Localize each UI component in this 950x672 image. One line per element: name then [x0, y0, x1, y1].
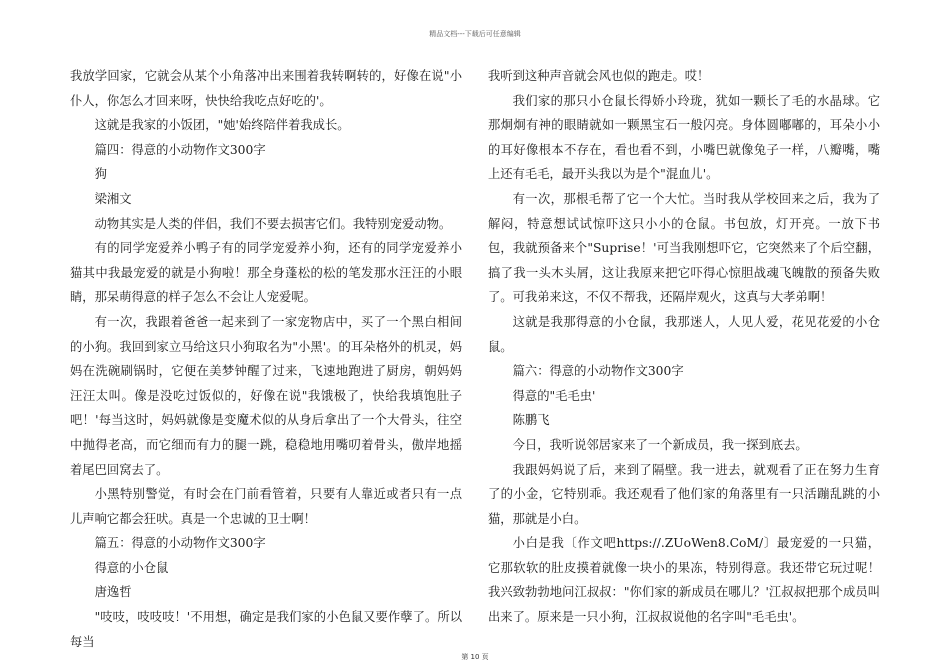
paragraph: 梁湘文	[94, 191, 132, 206]
paragraph: 有一次，那根毛帮了它一个大忙。当时我从学校回来之后，我为了解闷，特意想试试惊吓这只小小的仓鼠。书包放，灯开亮。一放下书包，我就预备来个"Suprise！'可当我刚想吓它，它突然来了个后空翻，搞了我一头木头屑，这让我原来把它吓得心惊胆战魂飞魄散的预备失败了。可我弟来这，不仅不帮我，还隔岸观火，这真与大孝弟啊！	[488, 191, 880, 305]
paragraph: 我跟妈妈说了后，来到了隔壁。我一进去，就观看了正在努力生育了的小金，它特别乖。我还观看了他们家的角落里有一只活蹦乱跳的小猫，那就是小白。	[488, 462, 880, 526]
paragraph: 我放学回家，它就会从某个小角落冲出来围着我转啊转的，好像在说"小仆人，你怎么才回来呀，快快给我吃点好吃的'。	[70, 69, 462, 108]
paragraph: 小黑特别警觉，有时会在门前看管着，只要有人靠近或者只有一点儿声响它都会狂吠。真是一个忠诚的卫士啊！	[70, 487, 462, 526]
paragraph: 这就是我那得意的小仓鼠，我那迷人，人见人爱，花见花爱的小仓鼠。	[488, 314, 880, 354]
paragraph: 今日，我听说邻居家来了一个新成员，我一探到底去。	[512, 437, 808, 452]
paragraph: 有的同学宠爱养小鸭子有的同学宠爱养小狗，还有的同学宠爱养小猫其中我最宠爱的就是小狗啦！那全身蓬松的松的笔发那水汪汪的小眼睛，那呆萌得意的样子怎么不会让人宠爱呢。	[70, 241, 462, 305]
paragraph: 我们家的那只小仓鼠长得娇小玲珑，犹如一颗长了毛的水晶球。它那炯炯有神的眼睛就如一颗黑宝石一般闪亮。身体圆嘟嘟的，耳朵小小的耳好像根本不存在，看也看不到，小嘴巴就像兔子一样，八瓣嘴，嘴上还有毛毛，最开头我以为是个"混血儿'。	[488, 93, 880, 182]
right-column	[488, 64, 880, 630]
paragraph: 得意的小仓鼠	[94, 560, 169, 575]
paragraph: 篇四：得意的小动物作文300字	[94, 142, 266, 157]
page-header: 精品文档---下载后可任意编辑	[429, 30, 521, 38]
paragraph: "吱吱，吱吱吱！'不用想，确定是我们家的小色鼠又要作孽了。所以每当	[70, 610, 462, 649]
paragraph: 唐逸哲	[94, 585, 132, 600]
paragraph: 小白是我〔作文吧https://.ZUoWen8.CoM/〕最宠爱的一只猫，它那软软的肚皮摸着就像一块小的果冻，特别得意。我还带它玩过呢！我兴致勃勃地问江叔叔："你们家的新成员在哪儿？'江叔叔把那个成员叫出来了。原来是一只小狗，江叔叔说他的名字叫"毛毛虫'。	[488, 536, 880, 625]
paragraph: 篇六：得意的小动物作文300字	[512, 364, 684, 379]
paragraph: 我听到这种声音就会风也似的跑走。哎！	[488, 69, 710, 83]
paragraph: 陈鹏飞	[512, 413, 550, 428]
paragraph: 篇五：得意的小动物作文300字	[94, 536, 266, 551]
paragraph: 狗	[94, 167, 107, 182]
page-number: 第 10 页	[461, 653, 489, 661]
paragraph: 得意的"毛毛虫'	[512, 388, 596, 403]
paragraph: 这就是我家的小饭团，"她'始终陪伴着我成长。	[94, 118, 350, 133]
left-column	[70, 64, 462, 654]
paragraph: 动物其实是人类的伴侣，我们不要去损害它们。我特别宠爱动物。	[94, 216, 452, 231]
paragraph: 有一次，我跟着爸爸一起来到了一家宠物店中，买了一个黑白相间的小狗。我回到家立马给这只小狗取名为"小黑'。的耳朵格外的机灵，妈妈在洗碗刷锅时，它便在美梦钟醒了过来，飞速地跑进了厨房，朝妈妈汪汪太叫。像是没吃过饭似的，好像在说"我饿极了，快给我填饱肚子吧！'每当这时，妈妈就像是变魔术似的从身后拿出了一个大骨头，往空中抛得老高，而它细而有力的腿一跳，稳稳地用嘴叨着骨头，傲岸地摇着尾巴回窝去了。	[70, 314, 462, 477]
